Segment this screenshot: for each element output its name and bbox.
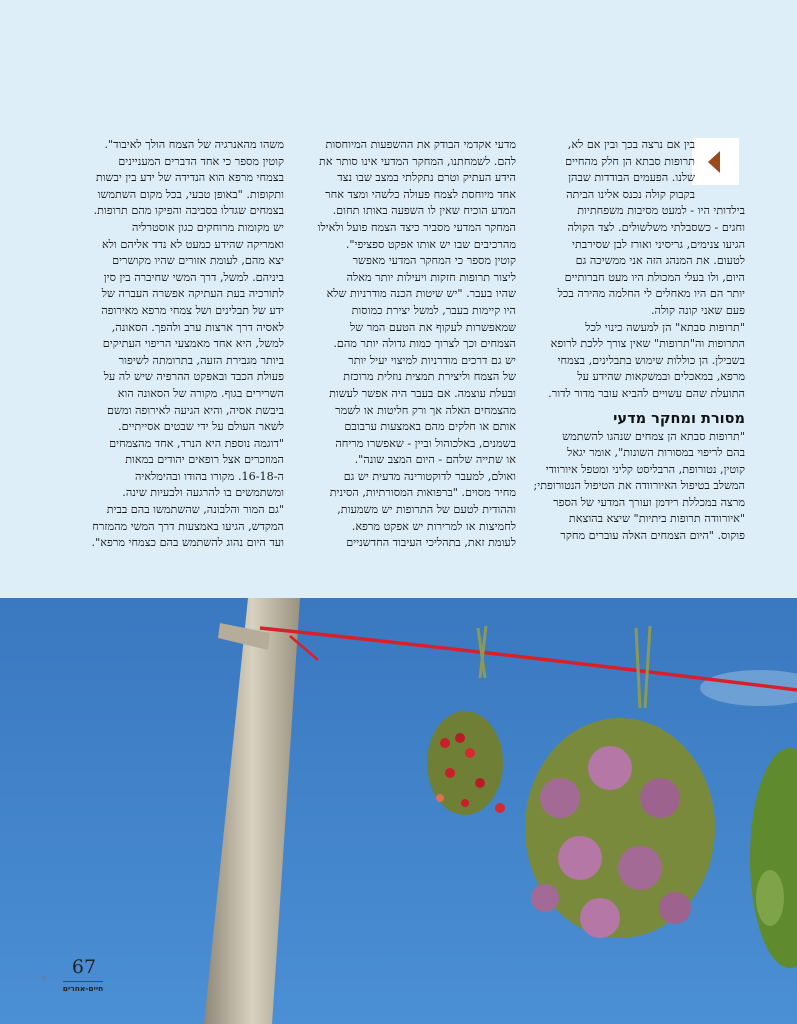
paragraph-line: בצמחים שגדלו בסביבה והפיקו מהם תרופות. [93, 204, 284, 218]
paragraph-line: הגיעו צנימים, גריסיני ואורז לבן שסירבתי [572, 237, 745, 251]
paragraph-line: "דוגמה נוספת היא הנרד, אחד מהצמחים [109, 436, 284, 450]
paragraph-line: ביניהם. למשל, דרך המשי שחיברה בין סין [103, 270, 284, 284]
paragraph-line: לטעום. את המנהג הזה אני ממשיכה גם [575, 254, 745, 268]
paragraph-line: וההודית לטעם של התרופות יש משמעות, [337, 503, 516, 517]
paragraph-line: ביבשת אסיה, והיא הגיעה לאירופה ומשם [107, 403, 284, 417]
paragraph-line: המקדש, הגיעו באמצעות דרך המשי מהמזרח [92, 519, 284, 533]
magazine-name: חיים-אחרים [62, 984, 104, 993]
paragraph-line: יש מקומות מרוחקים כגון אוסטרליה [131, 220, 284, 234]
paragraph-line: היו קיימות בעבר, למשל יצירת כמוסות [351, 303, 516, 317]
article-column-2 [294, 137, 516, 552]
paragraph-line: בשבילן. הן כוללות שימוש בתבלינים, בצמחי [557, 353, 745, 367]
paragraph-line: בקבוק קולה נכנס אלינו הביתה [566, 187, 695, 201]
paragraph-line: המוזכרים אצל רופאים יהודים במאות [125, 453, 284, 467]
paragraph-line: יצא מהם, לעומת אזורים שהיו מקושרים [112, 254, 284, 268]
paragraph-line: "תרופות סבתא" הן למעשה כינוי לכל [585, 320, 745, 334]
paragraph-line: מחיר מסוים. "ברפואות המסורתיות, הסינית [329, 486, 516, 500]
paragraph-line: קוטין, נטורופת, הרבליסט קליני ומטפל איורוודי [545, 462, 745, 476]
paragraph-line: פעם שאני קונה קולה. [650, 303, 745, 317]
paragraph-line: בצמחי מרפא הוא הנדידה של ידע בין יבשות [95, 171, 284, 185]
paragraph-line: ועד היום נהוג להשתמש בהם כצמחי מרפא". [91, 536, 284, 550]
paragraph-line: לשאר העולם על ידי שבטים אסייתיים. [118, 420, 284, 434]
paragraph-line: וחגים - כשסבלתי משלשולים. לצד הקולה [567, 220, 745, 234]
paragraph-line: ותקופות. "באופן טבעי, בכל מקום השתמשו [97, 187, 284, 201]
paragraph-line: "איורוודה תרופות ביתיות" שיצא בהוצאת [568, 512, 745, 526]
paragraph-line: יותר הם היו מאחלים לי החלמה מהירה בכל [557, 287, 745, 301]
paragraph-line: מהרכיבים שבו יש אותו אפקט ספציפי". [345, 237, 516, 251]
paragraph-line: קוטין מספר כי המחקר המדעי מאפשר [352, 254, 516, 268]
paragraph-line: ומשתמשים בו להרגעה ולבעיות שינה. [122, 486, 284, 500]
paragraph-line: הצמחים וכך לצרוך כמות גדולה יותר מהם. [333, 337, 516, 351]
paragraph-line: פוקוס. "היום הצמחים האלה עוברים מחקר [560, 529, 745, 543]
paragraph-line: מרפא, במאכלים ובמשקאות שהידע על [577, 370, 745, 384]
paragraph-line: ביותר מגבירת הזעה, בתרומתה לשיפור [118, 353, 284, 367]
paragraph-line: ליצור תרופות חזקות ויעילות יותר מאלה [346, 270, 516, 284]
paragraph-line: ה-16-18. מקורו בהודו ובהימלאיה [134, 469, 284, 483]
article-column-1 [522, 137, 745, 545]
divider [63, 981, 103, 982]
paragraph-line: בשמנים, באלכוהול וביין - שאפשרו מריחה [335, 436, 516, 450]
paragraph-line: לאסיה דרך ארצות ערב ולהפך. הסאונה, [111, 320, 284, 334]
paragraph-line: התרופות וה"תרופות" שאין צורך ללכת לרופא [550, 337, 745, 351]
paragraph-line: מדעי אקדמי הבודק את ההשפעות המיוחסות [325, 138, 516, 151]
paragraph-line: קוטין מספר כי אחד הדברים המעניינים [118, 154, 284, 168]
paragraph-line: שמאפשרות לעקוף את הטעם המר של [350, 320, 516, 334]
paragraph-line: התועלת שהם עשויים להביא עובר מדור לדור. [548, 386, 745, 400]
paragraph-line: "גם המור והלבונה, שהשתמשו בהם בבית [106, 503, 284, 517]
paragraph-line: המשלב בטיפול האיורוודה את הטיפול הנטורופתי; [533, 479, 745, 493]
paragraph-line: אותם או חלקים מהם באמצעות ערבובם [344, 420, 516, 434]
paragraph-line: המחקר המדעי מסביר כיצד הצמח פועל ולאילו [317, 220, 516, 234]
paragraph-line: המדע הוכיח שאין לו השפעה באותו תחום. [332, 204, 516, 218]
paragraph-line: להם. לשמחתנו, המחקר המדעי אינו סותר את [319, 154, 516, 168]
paragraph-line: מרצה במכללת רידמן ועורך המדעי של הספר [553, 495, 745, 509]
paragraph-line: אחד מיוחסת לצמח פעולה כלשהי ומצד אחר [325, 187, 516, 201]
paragraph-line: ואולם, למעבר לדוקטורינה מדעית יש גם [343, 469, 516, 483]
chevron-left-icon[interactable]: ‹ [41, 970, 47, 986]
paragraph-line: לתורכיה בעת העתיקה אפשרה העברה של [101, 287, 284, 301]
paragraph-line: יש גם דרכים מודרניות למיצוי יעיל יותר [348, 353, 516, 367]
paragraph-line: ואמריקה שהידע כמעט לא נדד אליהם ולא [101, 237, 284, 251]
paragraph-line: שהיו בעבר. "יש שיטות הכנה מודרניות שלא [326, 287, 516, 301]
paragraph-line: לעומת זאת, בתהליכי העיבוד החדשניים [346, 536, 516, 550]
article-column-3 [57, 137, 284, 552]
paragraph-line: פעולת הכבד ובאפקט ההרפיה שיש לה על [103, 370, 284, 384]
paragraph-line: תרופות סבתא הן חלק מהחיים [565, 154, 695, 168]
paragraph-line: למשל, היא אחד מאמצעי הריפוי העתיקים [102, 337, 284, 351]
paragraph-line: ובעלת עוצמה. אם בעבר היה אפשר לעשות [329, 386, 516, 400]
paragraph-line: של הצמח וליצירת תמצית נוזלית מרוכזת [343, 370, 516, 384]
paragraph-line: משהו מהאנרגיה של הצמח הולך לאיבוד". [104, 138, 284, 151]
paragraph-line: בין אם נרצה בכך ובין אם לא, [567, 138, 695, 151]
paragraph-line: ידע של תבלינים ושל צמחי מרפא מאירופה [101, 303, 284, 317]
page-number: 67 [71, 956, 97, 978]
paragraph-line: לחמיצות או למרירות יש אפקט מרפא. [351, 519, 516, 533]
paragraph-line: מהצמחים האלה אך ורק חליטות או לשמר [335, 403, 516, 417]
paragraph-line: בילדותי היו - למעט מסיבות משפחתיות [577, 204, 745, 218]
paragraph-line: הידע העתיק וטרם נתקלתי במצב שבו נצד [337, 171, 516, 185]
paragraph-line: שלנו. הפעמים הבודדות שבהן [568, 171, 695, 185]
paragraph-line: "תרופות סבתא הן צמחים שנהגו להשתמש [562, 429, 745, 443]
paragraph-line: בהם לריפוי במסורות השונות", אומר יגאל [567, 446, 745, 460]
paragraph-line: היום, ולו בעלי המכולת היו מעט חברותיים [564, 270, 745, 284]
paragraph-line: השרירים בגוף. מקורה של הסאונה הוא [117, 386, 284, 400]
section-heading: מסורת ומחקר מדעי [613, 410, 745, 427]
paragraph-line: או שתייה שלהם - היום המצב שונה". [354, 453, 516, 467]
herbs-drying-photo [0, 598, 797, 1024]
